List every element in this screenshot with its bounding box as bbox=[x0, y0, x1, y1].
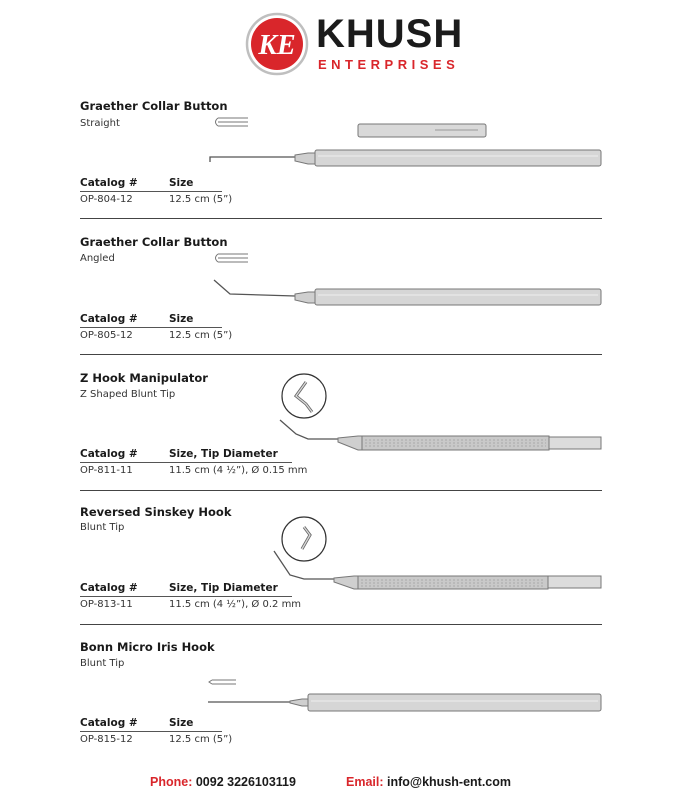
instrument-image bbox=[200, 110, 610, 180]
size-value: 11.5 cm (4 ½”), Ø 0.15 mm bbox=[169, 465, 308, 476]
instrument-image bbox=[260, 505, 610, 605]
product-subtitle: Angled bbox=[80, 253, 115, 264]
size-value: 12.5 cm (5”) bbox=[169, 194, 233, 205]
catalog-header: Catalog # bbox=[80, 582, 138, 594]
phone-number[interactable]: 0092 3226103119 bbox=[195, 775, 296, 789]
section-divider bbox=[80, 624, 602, 625]
catalog-number: OP-815-12 bbox=[80, 734, 133, 745]
catalog-number: OP-805-12 bbox=[80, 330, 133, 341]
catalog-header: Catalog # bbox=[80, 448, 138, 460]
size-header: Size bbox=[169, 177, 194, 189]
catalog-number: OP-813-11 bbox=[80, 599, 133, 610]
catalog-header: Catalog # bbox=[80, 313, 138, 325]
size-value: 12.5 cm (5”) bbox=[169, 330, 233, 341]
size-header: Size, Tip Diameter bbox=[169, 582, 278, 594]
spec-rule bbox=[80, 462, 292, 463]
instrument-image bbox=[200, 246, 610, 316]
instrument-image bbox=[270, 370, 610, 470]
email-link[interactable]: info@khush-ent.com bbox=[387, 775, 511, 789]
footer-email bbox=[346, 775, 511, 789]
size-header: Size bbox=[169, 313, 194, 325]
catalog-header: Catalog # bbox=[80, 177, 138, 189]
size-value: 12.5 cm (5”) bbox=[169, 734, 233, 745]
spec-rule bbox=[80, 191, 222, 192]
product-title: Graether Collar Button bbox=[80, 235, 228, 249]
section-divider bbox=[80, 354, 602, 355]
product-subtitle: Blunt Tip bbox=[80, 658, 125, 669]
spec-rule bbox=[80, 327, 222, 328]
catalog-header: Catalog # bbox=[80, 717, 138, 729]
section-divider bbox=[80, 218, 602, 219]
size-value: 11.5 cm (4 ½”), Ø 0.2 mm bbox=[169, 599, 302, 610]
catalog-number: OP-811-11 bbox=[80, 465, 133, 476]
footer-phone bbox=[150, 775, 296, 789]
catalog-number: OP-804-12 bbox=[80, 194, 133, 205]
size-header: Size, Tip Diameter bbox=[169, 448, 278, 460]
size-header: Size bbox=[169, 717, 194, 729]
email-label: Email: bbox=[346, 775, 384, 789]
product-title: Graether Collar Button bbox=[80, 99, 228, 113]
spec-rule bbox=[80, 731, 222, 732]
section-divider bbox=[80, 490, 602, 491]
product-title: Reversed Sinskey Hook bbox=[80, 505, 232, 519]
product-subtitle: Straight bbox=[80, 118, 120, 129]
instrument-image bbox=[200, 672, 610, 722]
phone-label: Phone: bbox=[150, 775, 193, 789]
brand-tagline: ENTERPRISES bbox=[318, 57, 460, 72]
product-subtitle: Z Shaped Blunt Tip bbox=[80, 389, 176, 400]
product-subtitle: Blunt Tip bbox=[80, 522, 125, 533]
product-title: Bonn Micro Iris Hook bbox=[80, 640, 215, 654]
product-title: Z Hook Manipulator bbox=[80, 371, 208, 385]
logo-monogram: KE bbox=[258, 30, 296, 61]
brand-name: KHUSH bbox=[316, 12, 464, 56]
